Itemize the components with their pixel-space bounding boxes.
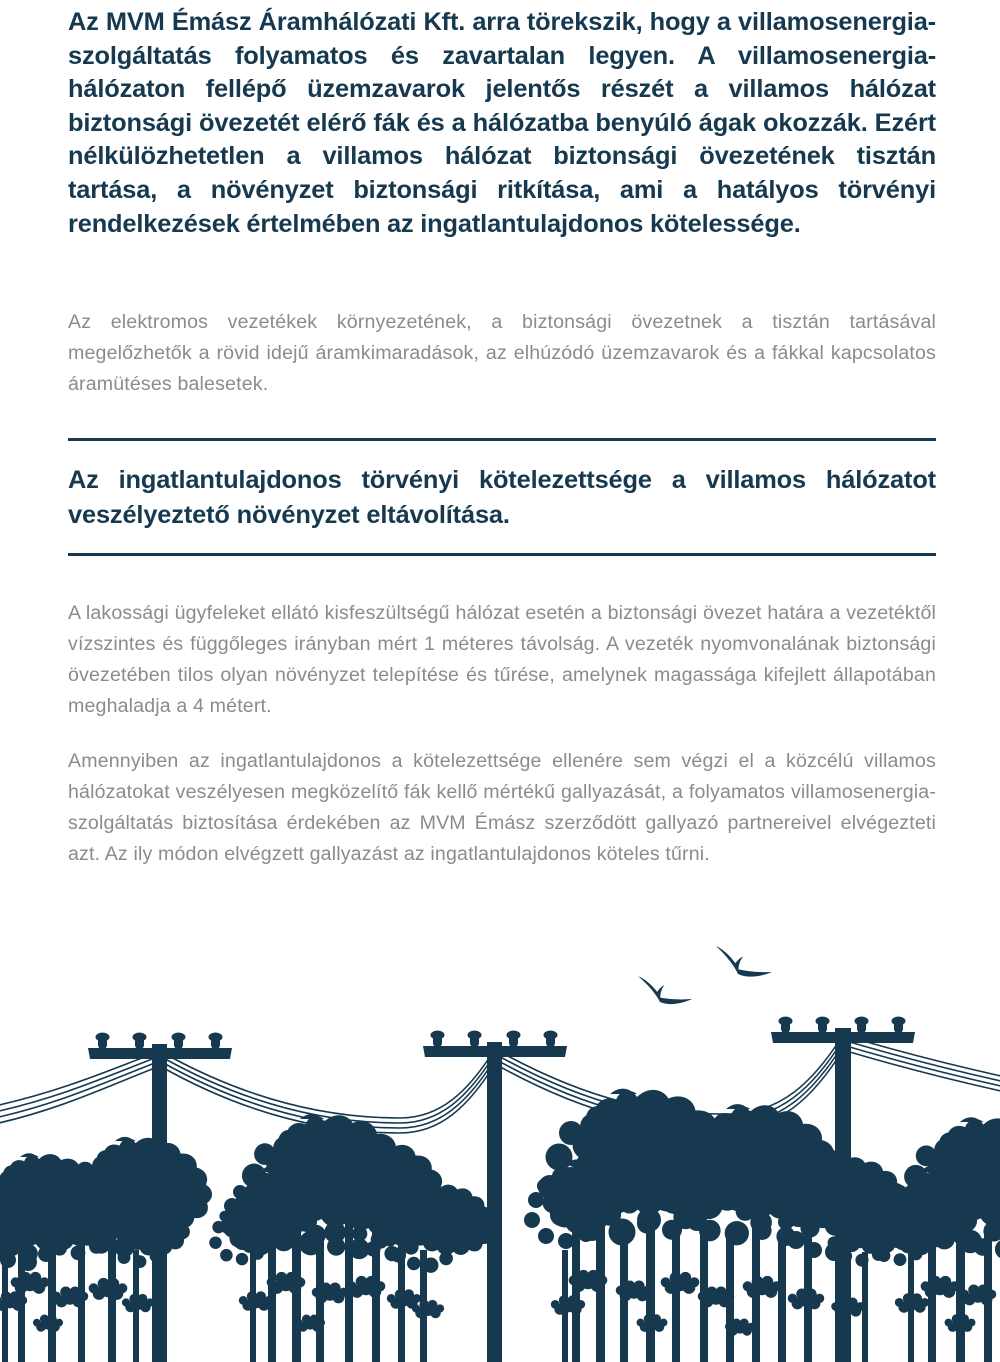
- tree-group-left: [0, 1137, 212, 1362]
- ruled-section: [68, 438, 936, 556]
- body-paragraph-1: A lakossági ügyfeleket ellátó kisfeszültségű hálózat esetén a biztonsági övezet határa a vezetéktől vízszintes és függőleges irányban mért 1 méteres távolság. A vezeték nyomvonalának biztonsági övezetében tilos olyan növényzet telepítése és tűrése, amelynek magassága kifejlett állapotában meghaladja a 4 métert.: [68, 602, 936, 718]
- article-content: [68, 0, 936, 870]
- intro-paragraph: Az elektromos vezetékek környezetének, a biztonsági övezetnek a tisztán tartásával megelőzhetők a rövid idejű áramkimaradások, az elhúzódó üzemzavarok és a fákkal kapcsolatos áramütéses balesetek.: [68, 311, 936, 396]
- bird-icon: [638, 969, 692, 1008]
- birds-group: [638, 941, 772, 1009]
- lead-heading: Az MVM Émász Áramhálózati Kft. arra törekszik, hogy a villamosenergia-szolgáltatás folyamatos és zavartalan legyen. A villamosenergia-hálózaton fellépő üzemzavarok jelentős részét a villamos hálózat biztonsági övezetét elérő fák és a hálózatba benyúló ágak okozzák. Ezért nélkülözhetetlen a villamos hálózat biztonsági övezetének tisztán tartása, a növényzet biztonsági ritkítása, ami a hatályos törvényi rendelkezések értelmében az ingatlantulajdonos kötelessége.: [68, 8, 936, 238]
- tree-group-center-right: [524, 1089, 913, 1362]
- tree-group-center-left: [209, 1114, 495, 1362]
- section-heading: Az ingatlantulajdonos törvényi kötelezettsége a villamos hálózatot veszélyeztető növényzet eltávolítása.: [68, 466, 936, 530]
- bird-icon: [716, 941, 772, 981]
- body-paragraph-2: Amennyiben az ingatlantulajdonos a kötelezettsége ellenére sem végzi el a közcélú villamos hálózatokat veszélyesen megközelítő fák kellő mértékű gallyazását, a folyamatos villamosenergia-szolgáltatás biztosítása érdekében az MVM Émász szerződött gallyazó partnereivel elvégezteti azt. Az ily módon elvégzett gallyazást az ingatlantulajdonos köteles tűrni.: [68, 750, 936, 866]
- power-line-trees-illustration: [0, 932, 1000, 1362]
